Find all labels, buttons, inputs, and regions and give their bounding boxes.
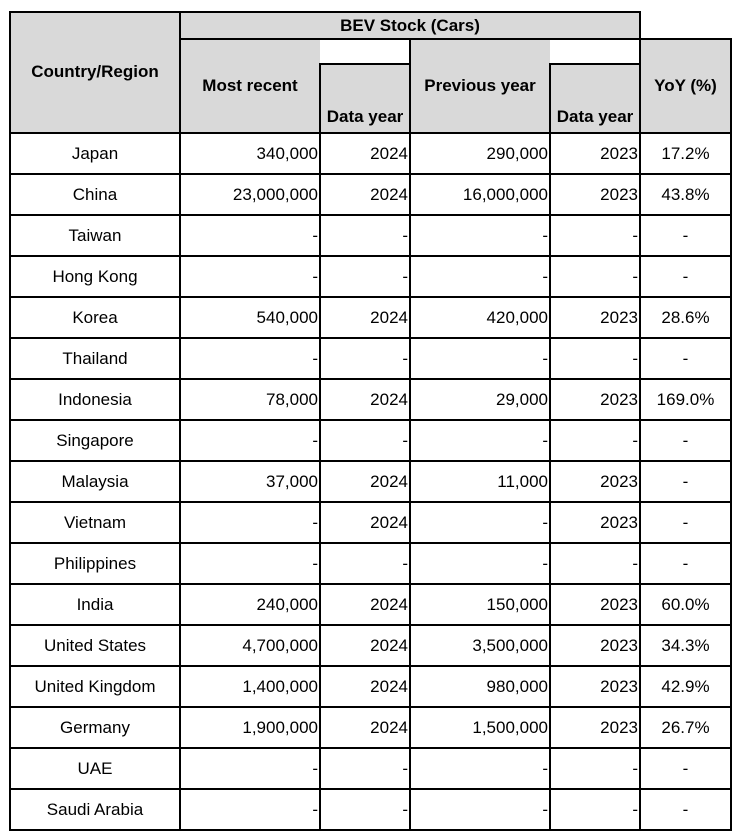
grid-line <box>639 11 641 831</box>
cell-country: Germany <box>60 717 130 737</box>
cell-country: United States <box>43 635 147 655</box>
cell-yoy: - <box>682 553 689 573</box>
cell-country: India <box>76 594 114 614</box>
cell-data-year-1: - <box>402 348 408 368</box>
grid-line <box>730 38 732 831</box>
grid-line <box>9 296 732 298</box>
cell-previous-year: - <box>542 758 548 778</box>
cell-country: Vietnam <box>63 512 127 532</box>
grid-line <box>9 132 732 134</box>
header-data-year-1: Data year <box>320 64 410 132</box>
cell-yoy: - <box>682 225 689 245</box>
grid-line <box>9 11 11 831</box>
header-data-year-2: Data year <box>550 64 640 132</box>
grid-line <box>550 63 641 65</box>
cell-yoy: 28.6% <box>661 307 710 327</box>
cell-yoy: - <box>682 348 689 368</box>
cell-country: Thailand <box>62 348 128 368</box>
cell-yoy: - <box>682 758 689 778</box>
header-most-recent: Most recent <box>180 39 320 132</box>
cell-data-year-2: - <box>632 430 638 450</box>
cell-yoy: - <box>682 512 689 532</box>
grid-line <box>9 11 641 13</box>
cell-yoy: 42.9% <box>661 676 710 696</box>
cell-data-year-1: 2024 <box>370 184 408 204</box>
cell-data-year-2: 2023 <box>600 307 638 327</box>
header-previous-year: Previous year <box>410 39 550 132</box>
cell-most-recent: 240,000 <box>256 594 318 614</box>
grid-line <box>9 214 732 216</box>
cell-previous-year: - <box>542 512 548 532</box>
cell-most-recent: 1,400,000 <box>242 676 318 696</box>
cell-yoy: 17.2% <box>661 143 710 163</box>
cell-most-recent: 340,000 <box>256 143 318 163</box>
cell-data-year-2: - <box>632 553 638 573</box>
cell-data-year-2: - <box>632 266 638 286</box>
grid-line <box>9 665 732 667</box>
cell-previous-year: - <box>542 266 548 286</box>
cell-most-recent: 540,000 <box>256 307 318 327</box>
cell-country: Philippines <box>53 553 137 573</box>
cell-previous-year: - <box>542 799 548 819</box>
cell-yoy: - <box>682 471 689 491</box>
grid-line <box>180 38 732 40</box>
cell-data-year-1: 2024 <box>370 471 408 491</box>
cell-country: Malaysia <box>61 471 129 491</box>
grid-line <box>549 63 551 831</box>
cell-data-year-1: - <box>402 430 408 450</box>
cell-most-recent: - <box>312 348 318 368</box>
cell-country: UAE <box>77 758 113 778</box>
grid-line <box>320 63 411 65</box>
cell-previous-year: 11,000 <box>497 471 548 491</box>
cell-yoy: 60.0% <box>661 594 710 614</box>
cell-data-year-2: - <box>632 348 638 368</box>
cell-yoy: - <box>682 266 689 286</box>
cell-data-year-2: 2023 <box>600 512 638 532</box>
cell-yoy: - <box>682 430 689 450</box>
cell-previous-year: 16,000,000 <box>462 184 548 204</box>
cell-data-year-2: 2023 <box>600 389 638 409</box>
grid-line <box>319 63 321 831</box>
header-bev-stock-group: BEV Stock (Cars) <box>180 12 640 39</box>
cell-most-recent: - <box>312 430 318 450</box>
grid-line <box>9 583 732 585</box>
cell-most-recent: - <box>312 758 318 778</box>
cell-yoy: 43.8% <box>661 184 710 204</box>
cell-data-year-1: 2024 <box>370 717 408 737</box>
cell-most-recent: - <box>312 799 318 819</box>
cell-data-year-2: 2023 <box>600 594 638 614</box>
cell-data-year-2: 2023 <box>600 635 638 655</box>
cell-previous-year: - <box>542 225 548 245</box>
cell-previous-year: 29,000 <box>496 389 548 409</box>
grid-line <box>9 255 732 257</box>
cell-most-recent: 37,000 <box>266 471 318 491</box>
grid-line <box>409 38 411 831</box>
grid-line <box>9 788 732 790</box>
cell-data-year-2: 2023 <box>600 143 638 163</box>
cell-yoy: 169.0% <box>656 389 715 409</box>
cell-most-recent: 23,000,000 <box>232 184 318 204</box>
cell-data-year-2: 2023 <box>600 676 638 696</box>
cell-data-year-1: - <box>402 553 408 573</box>
cell-yoy: - <box>682 799 689 819</box>
cell-country: Indonesia <box>58 389 132 409</box>
cell-previous-year: - <box>542 430 548 450</box>
cell-data-year-2: - <box>632 225 638 245</box>
header-yoy: YoY (%) <box>640 39 731 132</box>
cell-country: Japan <box>71 143 119 163</box>
cell-data-year-1: - <box>402 799 408 819</box>
cell-previous-year: 3,500,000 <box>472 635 548 655</box>
cell-country: Singapore <box>56 430 134 450</box>
cell-country: Hong Kong <box>52 266 138 286</box>
cell-country: Saudi Arabia <box>46 799 144 819</box>
cell-data-year-2: - <box>632 799 638 819</box>
cell-data-year-2: 2023 <box>600 717 638 737</box>
cell-previous-year: - <box>542 553 548 573</box>
cell-country: Korea <box>72 307 118 327</box>
cell-previous-year: 420,000 <box>486 307 548 327</box>
cell-previous-year: 1,500,000 <box>472 717 548 737</box>
grid-line <box>179 11 181 831</box>
header-country: Country/Region <box>10 12 180 132</box>
cell-data-year-1: - <box>402 225 408 245</box>
grid-line <box>9 378 732 380</box>
cell-data-year-2: 2023 <box>600 471 638 491</box>
cell-data-year-1: 2024 <box>370 389 408 409</box>
cell-most-recent: - <box>312 512 318 532</box>
cell-data-year-1: 2024 <box>370 676 408 696</box>
cell-most-recent: 4,700,000 <box>242 635 318 655</box>
cell-data-year-1: 2024 <box>370 594 408 614</box>
grid-line <box>9 337 732 339</box>
cell-most-recent: - <box>312 553 318 573</box>
cell-data-year-1: 2024 <box>370 307 408 327</box>
grid-line <box>9 173 732 175</box>
cell-yoy: 34.3% <box>661 635 710 655</box>
cell-previous-year: 980,000 <box>486 676 548 696</box>
cell-most-recent: - <box>312 225 318 245</box>
grid-line <box>9 501 732 503</box>
cell-data-year-1: 2024 <box>370 512 408 532</box>
cell-previous-year: 290,000 <box>486 143 548 163</box>
cell-previous-year: 150,000 <box>486 594 548 614</box>
cell-most-recent: 78,000 <box>266 389 318 409</box>
cell-data-year-2: - <box>632 758 638 778</box>
cell-data-year-1: 2024 <box>370 143 408 163</box>
cell-country: China <box>72 184 118 204</box>
cell-data-year-2: 2023 <box>600 184 638 204</box>
cell-most-recent: - <box>312 266 318 286</box>
cell-data-year-1: - <box>402 758 408 778</box>
grid-line <box>9 460 732 462</box>
cell-data-year-1: - <box>402 266 408 286</box>
cell-country: Taiwan <box>68 225 122 245</box>
cell-data-year-1: 2024 <box>370 635 408 655</box>
grid-line <box>9 542 732 544</box>
cell-yoy: 26.7% <box>661 717 710 737</box>
grid-line <box>9 706 732 708</box>
grid-line <box>9 829 732 831</box>
grid-line <box>9 624 732 626</box>
cell-most-recent: 1,900,000 <box>242 717 318 737</box>
cell-country: United Kingdom <box>34 676 156 696</box>
grid-line <box>9 419 732 421</box>
cell-previous-year: - <box>542 348 548 368</box>
grid-line <box>9 747 732 749</box>
